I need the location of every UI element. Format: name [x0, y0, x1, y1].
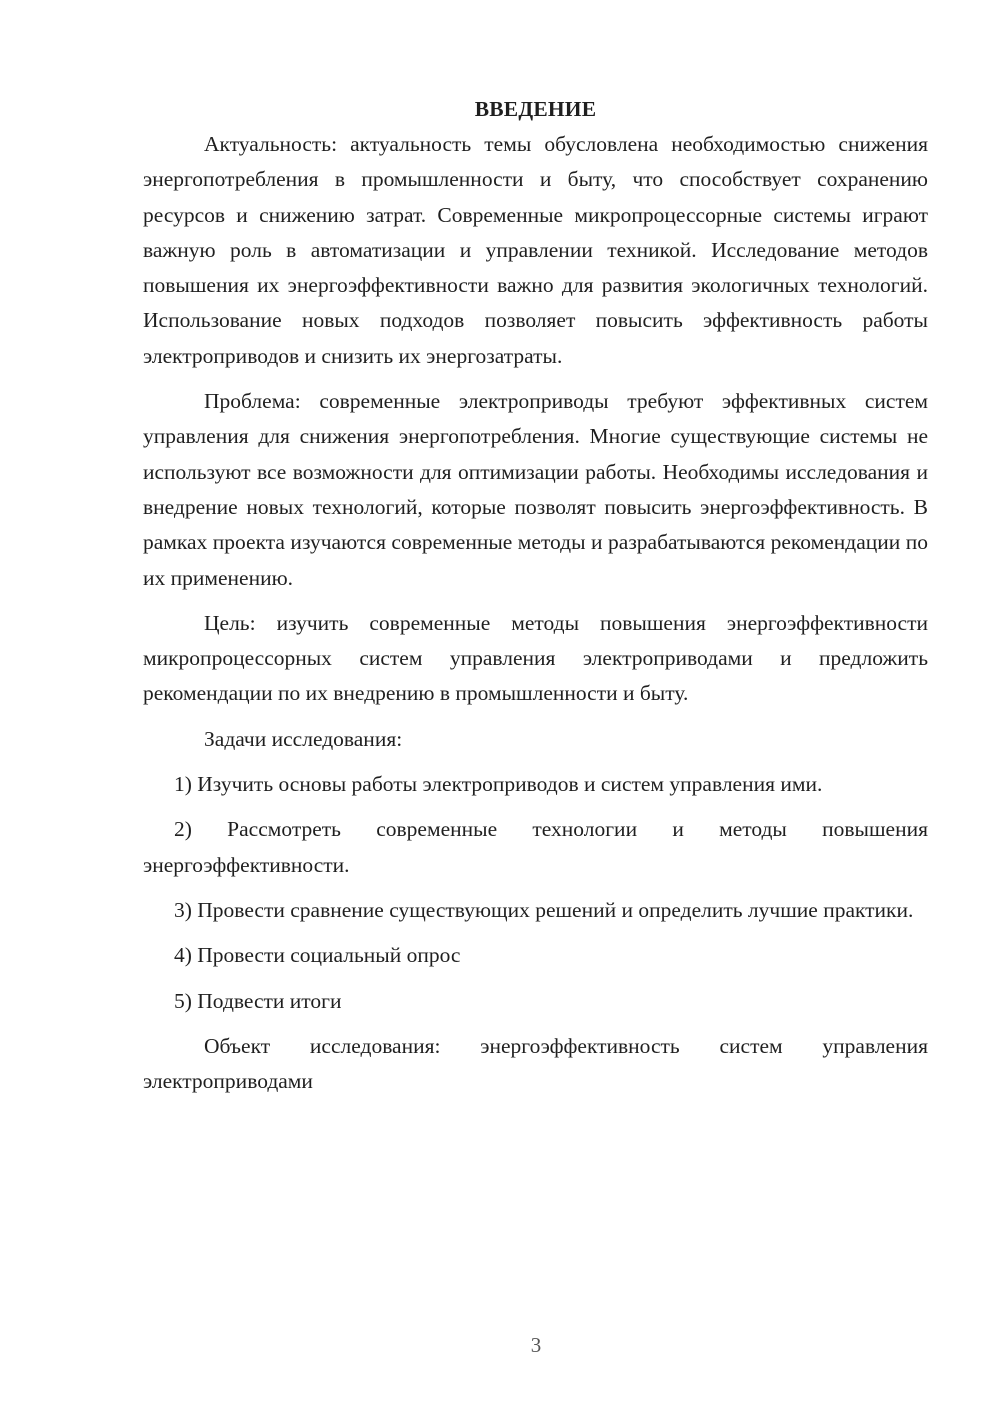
task-item-4: 4) Провести социальный опрос	[174, 943, 461, 968]
paragraph-problem: Проблема: современные электроприводы требуют эффективных систем управления для снижения энергопотребления. Многие существующие системы не используют все возможности для оптимизации работы. Необходимы исследования и внедрение новых технологий, которые позволят повысить энергоэффективность. В рамках проекта изучаются современные методы и разрабатываются рекомендации по их применению.	[143, 389, 928, 590]
task-item-3: 3) Провести сравнение существующих решений и определить лучшие практики.	[174, 897, 914, 922]
task-item-2: 2) Рассмотреть современные технологии и методы повышения энергоэффективности.	[143, 817, 928, 877]
paragraph-research-object: Объект исследования: энергоэффективность систем управления электроприводами	[143, 1033, 928, 1094]
page-number: 3	[530, 1333, 542, 1357]
task-item-5: 5) Подвести итоги	[174, 988, 342, 1013]
paragraph-tasks-heading: Задачи исследования:	[204, 726, 403, 751]
document-page	[143, 92, 928, 1099]
section-title: ВВЕДЕНИЕ	[474, 97, 597, 121]
paragraph-goal: Цель: изучить современные методы повышения энергоэффективности микропроцессорных систем управления электроприводами и предложить рекомендации по их внедрению в промышленности и быту.	[143, 610, 928, 706]
task-item-1: 1) Изучить основы работы электроприводов и систем управления ими.	[174, 772, 823, 797]
paragraph-relevance: Актуальность: актуальность темы обусловлена необходимостью снижения энергопотребления в промышленности и быту, что способствует сохранению ресурсов и снижению затрат. Современные микропроцессорные системы играют важную роль в автоматизации и управлении техникой. Исследование методов повышения их энергоэффективности важно для развития экологичных технологий. Использование новых подходов позволяет повысить эффективность работы электроприводов и снизить их энергозатраты.	[143, 132, 928, 368]
